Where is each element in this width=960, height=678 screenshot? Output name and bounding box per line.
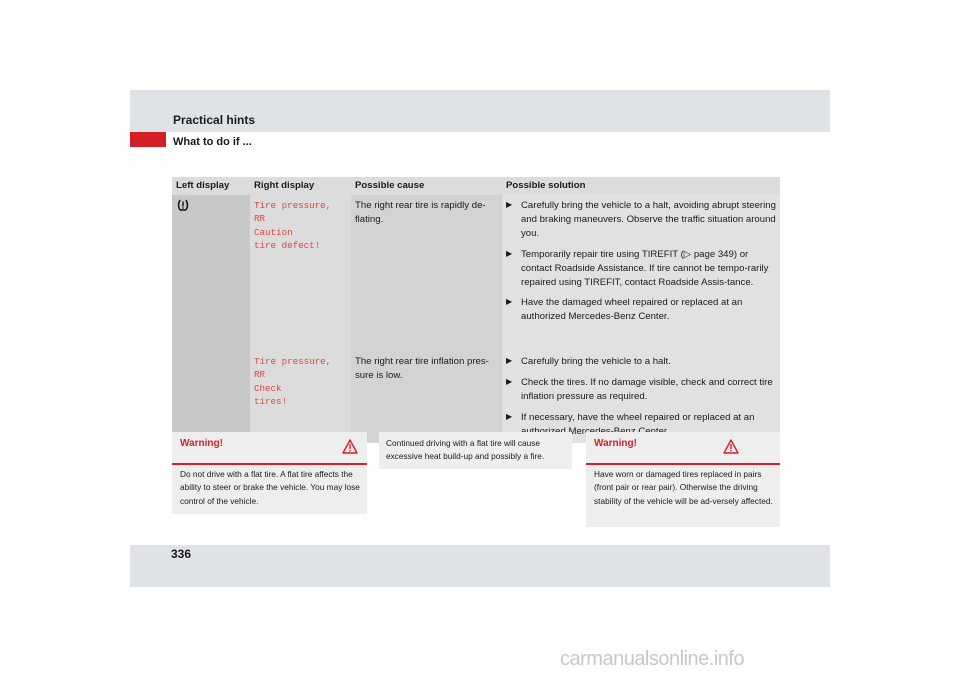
solution-step: ▶ Temporarily repair tire using TIREFIT (▷ page 349) or contact Roadside Assistance. If tire cannot be tempo-rarily repaired using TIREFIT, contact Roadside Assis-tance. bbox=[506, 248, 769, 288]
solution-step: ▶ If necessary, have the wheel repaired or replaced at an bbox=[506, 411, 755, 423]
section-marker bbox=[130, 132, 166, 147]
warning-triangle-icon bbox=[342, 439, 358, 454]
triangle-bullet-icon: ▶ bbox=[506, 376, 513, 386]
solution-step: ▶ Carefully bring the vehicle to a halt. bbox=[506, 356, 671, 367]
footer-band bbox=[130, 545, 830, 587]
triangle-bullet-icon: ▶ bbox=[506, 356, 513, 365]
solution-cell bbox=[502, 351, 780, 443]
left-display-cell bbox=[172, 195, 250, 443]
warning-box bbox=[586, 432, 780, 527]
warning-triangle-icon bbox=[723, 439, 739, 454]
display-message: Tire pressure, RR Check tires! bbox=[254, 356, 332, 408]
display-message: Tire pressure, RR Caution tire defect! bbox=[254, 200, 332, 252]
triangle-bullet-icon: ▶ bbox=[506, 248, 513, 258]
warning-text: Have worn or damaged tires replaced in pairs (front pair or rear pair). Otherwise the driving stability of the vehicle will be ad-versely affected. bbox=[594, 469, 773, 506]
warning-title: Warning! bbox=[594, 438, 637, 449]
triangle-bullet-icon: ▶ bbox=[506, 200, 513, 209]
message-table bbox=[172, 177, 780, 443]
solution-step: ▶ Have the damaged wheel repaired or replaced at an authorized Mercedes-Benz Center. bbox=[506, 297, 743, 323]
right-display-cell bbox=[250, 351, 351, 443]
solution-cell bbox=[502, 195, 780, 351]
warning-divider bbox=[586, 463, 780, 465]
column-header: Possible solution bbox=[502, 177, 780, 195]
table-row bbox=[172, 351, 780, 443]
warning-box bbox=[172, 432, 367, 514]
warning-text: Do not drive with a flat tire. A flat tire affects the ability to steer or brake the vehicle. You may lose control of the vehicle. bbox=[180, 469, 360, 506]
cause-cell: The right rear tire is rapidly de-flating. bbox=[351, 195, 502, 351]
column-header: Left display bbox=[172, 177, 250, 195]
section-title: Practical hints bbox=[173, 113, 256, 127]
right-display-cell bbox=[250, 195, 351, 351]
warning-title: Warning! bbox=[180, 438, 223, 449]
warning-divider bbox=[172, 463, 367, 465]
triangle-bullet-icon: ▶ bbox=[506, 297, 513, 307]
watermark: carmanualsonline.info bbox=[560, 648, 745, 670]
table-header-row bbox=[172, 177, 780, 195]
solution-step: ▶ Carefully bring the vehicle to a halt, avoiding abrupt steering and braking maneuvers. Observe the traffic situation around you. bbox=[506, 200, 776, 239]
cause-cell: The right rear tire inflation pres-sure is low. bbox=[351, 351, 502, 443]
page-subtitle: What to do if ... bbox=[173, 136, 252, 148]
triangle-bullet-icon: ▶ bbox=[506, 411, 513, 421]
note-box bbox=[379, 432, 572, 469]
note-text: Continued driving with a flat tire will cause excessive heat build-up and possibly a fire. bbox=[386, 438, 545, 462]
column-header: Possible cause bbox=[351, 177, 502, 195]
table-row bbox=[172, 195, 780, 351]
solution-step: ▶ Check the tires. If no damage visible, check and correct tire inflation pressure as required. bbox=[506, 376, 773, 402]
column-header: Right display bbox=[250, 177, 351, 195]
page-number: 336 bbox=[171, 547, 192, 561]
tire-pressure-warning-icon bbox=[176, 199, 190, 211]
